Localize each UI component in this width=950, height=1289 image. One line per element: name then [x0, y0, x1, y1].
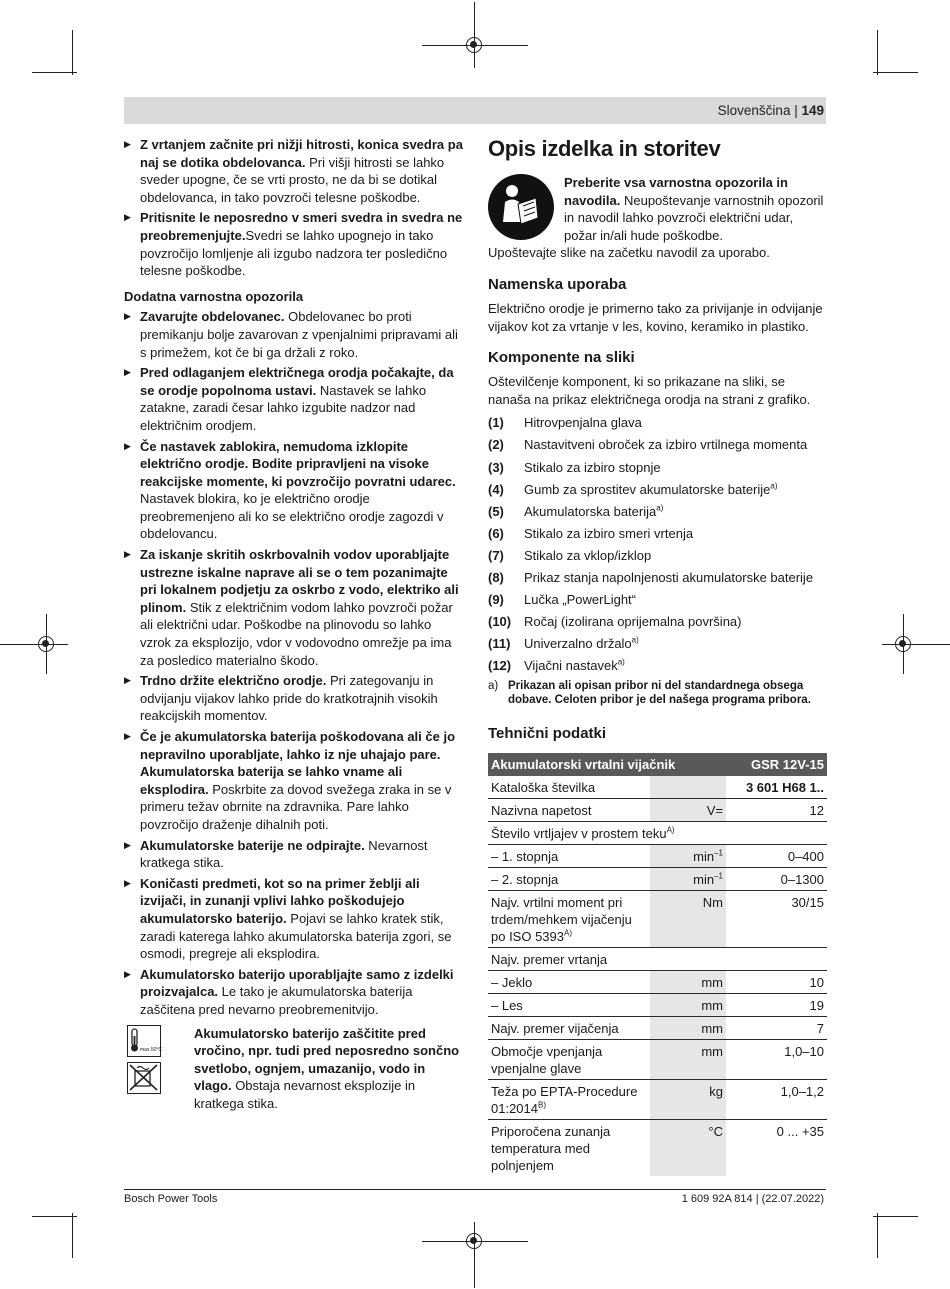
component-label: Ročaj (izolirana oprijemalna površina) — [524, 614, 742, 630]
footnote-ref: A) — [666, 825, 675, 835]
table-row — [488, 845, 827, 868]
tech-data-heading: Tehnični podatki — [488, 725, 607, 743]
list-item — [488, 547, 828, 565]
components-heading: Komponente na sliki — [488, 349, 635, 367]
list-item — [488, 414, 828, 432]
registration-mark-icon — [38, 636, 54, 652]
footnote-ref: a) — [770, 481, 778, 491]
registration-line — [474, 2, 475, 68]
registration-line — [0, 644, 68, 645]
warning-item — [124, 546, 464, 669]
tech-data-table — [488, 753, 827, 1176]
spec-label-text: Teža po EPTA-Procedure 01:2014 — [491, 1083, 638, 1116]
warning-item — [124, 209, 464, 279]
spec-label: – 1. stopnja — [488, 845, 650, 868]
footnote — [488, 679, 828, 707]
spec-label: – Les — [488, 994, 650, 1017]
images-note: Upoštevajte slike na začetku navodil za uporabo. — [488, 245, 770, 261]
product-model: GSR 12V-15 — [726, 753, 827, 776]
footnote-ref: a) — [617, 658, 625, 668]
warning-text: Pri višji hitrosti se lahko sveder upogne, če se vrti prosto, ne da bi se dotikal obdelovanca, in tako povzroči telesne poškodbe. — [140, 154, 445, 205]
temperature-label: max.50°C — [140, 1046, 163, 1053]
registration-mark-icon — [466, 37, 482, 53]
footnote-text: Prikazan ali opisan pribor ni del standardnega obsega dobave. Celoten pribor je del našega programa pribora. — [508, 680, 811, 707]
unit-text: min — [693, 871, 715, 887]
spec-value: 30/15 — [726, 891, 827, 948]
registration-line — [474, 1222, 475, 1288]
list-item — [488, 481, 828, 499]
warning-bold: Zavarujte obdelovanec. — [140, 309, 285, 325]
spec-label — [488, 891, 650, 948]
spec-label — [488, 1080, 650, 1120]
intended-use-text: Električno orodje je primerno tako za privijanje in odvijanje vijakov kot za vrtanje v les, kovino, keramiko in plastiko. — [488, 300, 823, 334]
left-column — [124, 136, 464, 1112]
spec-value: 10 — [726, 971, 827, 994]
warning-item — [124, 364, 464, 434]
warning-item — [124, 837, 464, 872]
footnote-ref: B) — [538, 1100, 546, 1110]
spec-value: 0 ... +35 — [776, 1123, 824, 1139]
spec-label — [488, 822, 827, 845]
spec-unit — [650, 845, 726, 868]
table-row — [488, 822, 827, 845]
spec-label-text: Število vrtljajev v prostem teku — [491, 825, 667, 841]
spec-unit: Nm — [650, 891, 726, 948]
heat-warning — [124, 1025, 464, 1113]
right-column — [488, 136, 828, 1176]
list-item — [488, 657, 828, 675]
heat-warning-rest: Obstaja nevarnost eksplozije in kratkega stika. — [194, 1078, 416, 1111]
component-label: Stikalo za izbiro smeri vrtenja — [524, 525, 694, 541]
spec-label: – Jeklo — [488, 971, 650, 994]
table-row — [488, 868, 827, 891]
registration-mark-icon — [466, 1233, 482, 1249]
component-label: Stikalo za izbiro stopnje — [524, 459, 661, 475]
warning-bold: Koničasti predmeti, kot so na primer žeblji ali izvijači, in zunanji vplivi lahko poškodujejo akumulatorsko baterijo. — [140, 875, 420, 926]
spec-unit — [650, 868, 726, 891]
crop-mark — [873, 72, 918, 73]
list-item — [488, 613, 828, 631]
warning-bold: Pritisnite le neposredno v smeri svedra in svedra ne preobremenjujte. — [140, 210, 463, 243]
spec-value: 19 — [726, 994, 827, 1017]
warning-item — [124, 728, 464, 834]
spec-label: Kataloška številka — [488, 776, 650, 799]
component-number: (7) — [488, 547, 504, 563]
table-row — [488, 1120, 827, 1177]
intended-use-heading: Namenska uporaba — [488, 275, 627, 293]
footer-brand: Bosch Power Tools — [124, 1193, 218, 1205]
table-row — [488, 1017, 827, 1040]
list-item — [488, 591, 828, 609]
table-row — [488, 799, 827, 822]
component-label: Stikalo za vklop/izklop — [524, 547, 652, 563]
spec-unit: V= — [650, 799, 726, 822]
spec-unit: mm — [650, 994, 726, 1017]
warning-item — [124, 308, 464, 361]
spec-unit: mm — [650, 1017, 726, 1040]
component-label: Lučka „PowerLight“ — [524, 592, 636, 608]
component-number: (1) — [488, 415, 504, 431]
warning-text: Stik z električnim vodom lahko povzroči požar ali električni udar. Poškodbe na plinovodu so lahko vzrok za eksplozijo, vdor v vodovodno omrežje pa ima za posledico materialno škodo. — [140, 599, 453, 668]
spec-value: 0–400 — [726, 845, 827, 868]
warning-bold: Trdno držite električno orodje. — [140, 673, 327, 689]
spec-value: 3 601 H68 1.. — [726, 776, 827, 799]
spec-label: Območje vpenjanja vpenjalne glave — [488, 1040, 650, 1080]
product-type: Akumulatorski vrtalni vijačnik — [488, 753, 726, 776]
component-list — [488, 414, 828, 675]
component-number: (2) — [488, 437, 504, 453]
component-label: Nastavitveni obroček za izbiro vrtilnega momenta — [524, 437, 808, 453]
footer-rule — [124, 1189, 826, 1190]
read-rest: Neupoštevanje varnostnih opozoril in navodil lahko povzroči električni udar, požar in/ali hude poškodbe. — [564, 192, 824, 243]
warning-bold: Pred odlaganjem električnega orodja počakajte, da se orodje popolnoma ustavi. — [140, 365, 454, 398]
spec-value: 0–1300 — [726, 868, 827, 891]
spec-label: Najv. premer vrtanja — [488, 948, 827, 971]
table-row — [488, 891, 827, 948]
warning-text: Nastavek blokira, ko je električno orodje preobremenjeno ali ko se električno orodje zagozdi v obdelovancu. — [140, 491, 444, 542]
read-instructions-text — [564, 174, 828, 244]
warning-item — [124, 966, 464, 1019]
list-item — [488, 525, 828, 543]
component-label: Vijačni nastavek — [524, 658, 618, 674]
unit-exponent: –1 — [714, 848, 723, 858]
warning-bold: Z vrtanjem začnite pri nižji hitrosti, konica svedra pa naj se dotika obdelovanca. — [140, 137, 463, 170]
spec-unit — [650, 776, 726, 799]
list-item — [488, 436, 828, 454]
unit-exponent: –1 — [714, 871, 723, 881]
component-number: (5) — [488, 503, 504, 519]
footnote-ref: a) — [631, 635, 639, 645]
thermometer-icon — [127, 1025, 161, 1057]
header-language: Slovenščina — [717, 103, 791, 118]
component-number: (9) — [488, 592, 504, 608]
page-number: 149 — [801, 103, 824, 118]
spec-unit: °C — [650, 1120, 726, 1177]
component-number: (11) — [488, 636, 511, 652]
component-number: (4) — [488, 481, 504, 497]
warning-bold: Za iskanje skritih oskrbovalnih vodov uporabljajte ustrezne iskalne naprave ali se o tem pozanimajte pri lokalnem podjetju za oskrbo z vodo, elektriko ali plinom. — [140, 547, 459, 615]
read-bold: Preberite vsa varnostna opozorila in navodila. — [564, 175, 788, 208]
spec-unit: mm — [650, 971, 726, 994]
unit-text: min — [693, 848, 715, 864]
crop-mark — [877, 30, 878, 75]
crop-mark — [877, 1213, 878, 1258]
warning-text: Poskrbite za dovod svežega zraka in se v primeru težav obrnite na zdravnika. Pare lahko povzročijo draženje dihalnih poti. — [140, 781, 452, 832]
table-row — [488, 971, 827, 994]
warning-bold: Če je akumulatorska baterija poškodovana ali če jo nepravilno uporabljate, lahko iz nje uhajajo pare. Akumulatorska baterija se lahko vname ali eksplodira. — [140, 729, 456, 797]
spec-label: Najv. premer vijačenja — [488, 1017, 650, 1040]
component-label: Hitrovpenjalna glava — [524, 415, 642, 431]
section-title: Opis izdelka in storitev — [488, 136, 721, 161]
component-label: Univerzalno držalo — [524, 636, 632, 652]
table-row — [488, 1040, 827, 1080]
spec-label: Priporočena zunanja temperatura med polnjenjem — [491, 1123, 611, 1173]
warning-text: Nevarnost kratkega stika. — [140, 837, 428, 871]
table-row — [488, 776, 827, 799]
section-subheading: Dodatna varnostna opozorila — [124, 288, 304, 304]
list-item — [488, 569, 828, 587]
warning-icons — [124, 1025, 194, 1113]
warning-text: Obdelovanec bo proti premikanju bolje zavarovan z vpenjalnimi pripravami ali s primežem, kot če bi ga držali z roko. — [140, 309, 458, 360]
registration-mark-icon — [895, 636, 911, 652]
warning-bold: Akumulatorske baterije ne odpirajte. — [140, 837, 365, 853]
warning-item — [124, 438, 464, 544]
table-row — [488, 1080, 827, 1120]
crop-mark — [32, 72, 77, 73]
spec-value: 1,0–10 — [726, 1040, 827, 1080]
components-intro: Oštevilčenje komponent, ki so prikazane na sliki, se nanaša na prikaz električnega orodja na strani z grafiko. — [488, 374, 811, 407]
warning-item — [124, 136, 464, 206]
crop-mark — [72, 1213, 73, 1258]
spec-unit: kg — [650, 1080, 726, 1120]
table-row — [488, 994, 827, 1017]
read-instructions — [488, 174, 828, 244]
component-number: (8) — [488, 570, 504, 585]
component-number: (12) — [488, 658, 512, 674]
component-label: Prikaz stanja napolnjenosti akumulatorske baterije — [524, 570, 814, 585]
warning-text: Pojavi se lahko kratek stik, zaradi katerega lahko akumulatorska baterija zgori, se osmodi, pregreje ali eksplodira. — [140, 910, 452, 962]
footnote-ref: A) — [564, 928, 572, 938]
warning-text: Pri zategovanju in odvijanju vijakov lahko pride do kratkotrajnih visokih reakcijskih momentov. — [140, 673, 438, 724]
spec-value: 7 — [726, 1017, 827, 1040]
spec-label-text: Najv. vrtilni moment pri trdem/mehkem vijačenju po ISO 5393 — [491, 894, 632, 944]
spec-label: – 2. stopnja — [488, 868, 650, 891]
warning-text: Nastavek se lahko zatakne, zaradi česar lahko izgubite nadzor nad električnim orodjem. — [140, 382, 427, 433]
running-header: Slovenščina | 149 — [717, 103, 824, 118]
warning-bold: Akumulatorsko baterijo uporabljajte samo z izdelki proizvajalca. — [140, 966, 454, 1000]
component-number: (10) — [488, 614, 512, 630]
list-item — [488, 459, 828, 477]
crop-mark — [32, 1216, 77, 1217]
spec-label: Nazivna napetost — [488, 799, 650, 822]
crop-mark — [72, 30, 73, 75]
warning-bold: Če nastavek zablokira, nemudoma izklopite električno orodje. Bodite pripravljeni na visoke reakcijske momente, ki povzročijo povratni udarec. — [140, 438, 456, 489]
warning-text: Svedri se lahko upognejo in tako povzročijo lomljenje ali izgubo nadzora ter posledično telesne poškodbe. — [140, 227, 448, 279]
crop-mark — [873, 1216, 918, 1217]
footnote-ref: a) — [656, 503, 664, 513]
spec-value: 1,0–1,2 — [726, 1080, 827, 1120]
spec-unit: mm — [650, 1040, 726, 1080]
table-header-row — [488, 753, 827, 776]
table-row — [488, 948, 827, 971]
warning-item — [124, 672, 464, 725]
warning-text: Le tako je akumulatorska baterija zaščitena pred nevarno preobremenitvijo. — [140, 984, 413, 1017]
heat-warning-bold: Akumulatorsko baterijo zaščitite pred vročino, npr. tudi pred neposredno sončno svetlobo, ognjem, umazanijo, vodo in vlago. — [194, 1025, 460, 1094]
warning-item — [124, 875, 464, 963]
component-number: (3) — [488, 459, 504, 475]
registration-line — [882, 644, 950, 645]
heat-warning-text — [194, 1025, 464, 1113]
list-item — [488, 503, 828, 521]
footer-doc-number: 1 609 92A 814 | (22.07.2022) — [681, 1193, 824, 1205]
no-water-icon — [127, 1062, 161, 1094]
component-number: (6) — [488, 525, 504, 541]
component-label: Gumb za sprostitev akumulatorske baterije — [524, 481, 771, 497]
footnote-mark: a) — [488, 680, 499, 693]
spec-value: 12 — [726, 799, 827, 822]
read-manual-icon — [488, 174, 554, 240]
component-label: Akumulatorska baterija — [524, 503, 657, 519]
list-item — [488, 635, 828, 653]
